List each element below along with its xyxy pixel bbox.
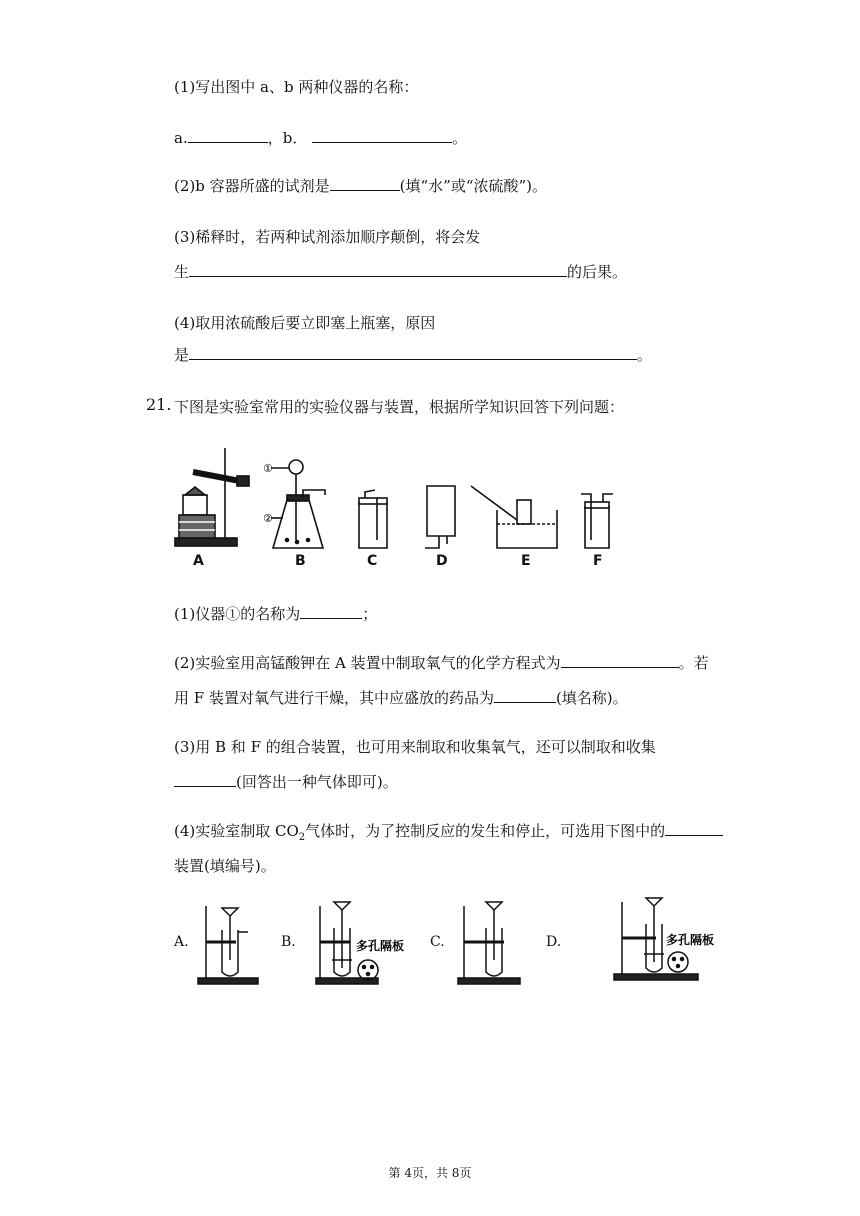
q21-part4-line1: (4)实验室制取 $CO_2$气体时，为了控制反应的发生和停止，可选用下图中的 <box>174 820 723 843</box>
apparatus-label-e: E <box>521 553 531 569</box>
answer-blank-a[interactable] <box>188 128 268 143</box>
plate-label-d: 多孔隔板 <box>666 933 715 947</box>
q20-part1-answers: a. ，b． 。 <box>174 129 468 147</box>
marker-2: ② <box>263 512 273 525</box>
answer-blank-gas[interactable] <box>174 772 236 787</box>
q20-part3-line2: 生 的后果。 <box>174 263 628 281</box>
option-a-label[interactable]: A. <box>174 934 189 950</box>
q21-part3-line1: (3)用 B 和 F 的组合装置，也可用来制取和收集氧气，还可以制取和收集 <box>174 738 656 756</box>
apparatus-figure <box>165 440 625 570</box>
answer-blank-reason[interactable] <box>189 345 637 360</box>
answer-blank-consequence[interactable] <box>189 262 567 277</box>
answer-blank-reagent[interactable] <box>330 176 400 191</box>
answer-blank-equation[interactable] <box>561 653 679 668</box>
marker-1: ① <box>263 462 273 475</box>
q21-part2-line2: 用 F 装置对氧气进行干燥，其中应盛放的药品为 (填名称)。 <box>174 689 628 707</box>
answer-blank-b[interactable] <box>312 128 452 143</box>
option-d-label[interactable]: D. <box>546 934 562 950</box>
answer-blank-device[interactable] <box>665 821 723 836</box>
apparatus-label-b: B <box>295 553 306 569</box>
question-stem: 下图是实验室常用的实验仪器与装置，根据所学知识回答下列问题： <box>174 398 625 416</box>
page-footer: 第 4页，共 8页 <box>388 1166 472 1180</box>
q21-part3-line2: (回答出一种气体即可)。 <box>174 771 398 792</box>
q20-part2: (2)b 容器所盛的试剂是 (填“水”或“浓硫酸”)。 <box>174 177 548 195</box>
q20-part3-line1: (3)稀释时，若两种试剂添加顺序颠倒，将会发 <box>174 228 481 246</box>
answer-blank-instrument[interactable] <box>300 604 362 619</box>
q20-part1: (1)写出图中 a、b 两种仪器的名称： <box>174 78 419 96</box>
apparatus-label-c: C <box>367 553 378 569</box>
q20-part4-line2: 是 。 <box>174 346 653 364</box>
q21-part2-line1: (2)实验室用高锰酸钾在 A 装置中制取氧气的化学方程式为 。若 <box>174 654 709 672</box>
apparatus-label-a: A <box>193 553 204 569</box>
apparatus-label-f: F <box>593 553 603 569</box>
q20-part4-line1: (4)取用浓硫酸后要立即塞上瓶塞，原因 <box>174 314 436 332</box>
plate-label-b: 多孔隔板 <box>356 939 405 953</box>
q21-part4-line2: 装置(填编号)。 <box>174 857 276 875</box>
option-c-label[interactable]: C. <box>430 934 445 950</box>
answer-blank-drying-agent[interactable] <box>494 688 556 703</box>
option-b-label[interactable]: B. <box>281 934 296 950</box>
q21-part1: (1)仪器①的名称为 ； <box>174 605 378 623</box>
apparatus-label-d: D <box>436 553 448 569</box>
options-figure <box>190 890 730 990</box>
question-number: 21. <box>146 395 172 414</box>
